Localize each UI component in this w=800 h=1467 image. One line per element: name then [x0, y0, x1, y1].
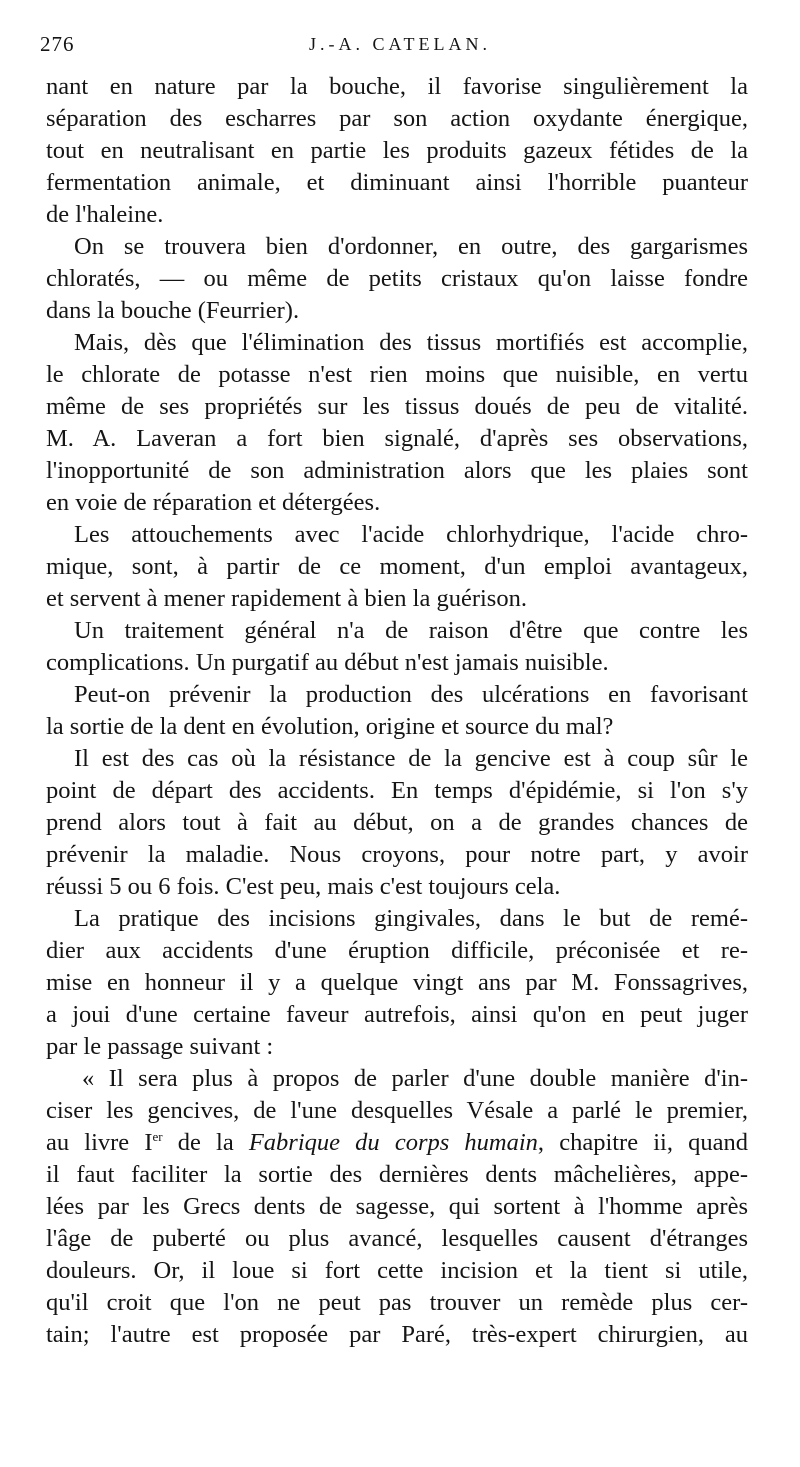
text-block-main: [46, 71, 748, 1127]
text-line: point de départ des accidents. En temps d'épidémie, si l'on s'y: [46, 777, 748, 804]
text-line: Il est des cas où la résistance de la gencive est à coup sûr le: [74, 745, 748, 772]
text-line: ciser les gencives, de l'une desquelles Vésale a parlé le premier,: [46, 1097, 748, 1124]
text-line: en voie de réparation et détergées.: [46, 489, 381, 516]
text-line: qu'il croit que l'on ne peut pas trouver un remède plus cer-: [46, 1289, 748, 1316]
text-line-fabrique: au livre Ier de la Fabrique du corps humain, chapitre ii, quand: [46, 1129, 748, 1156]
text-line: Les attouchements avec l'acide chlorhydrique, l'acide chro-: [74, 521, 748, 548]
text-line: Un traitement général n'a de raison d'être que contre les: [74, 617, 748, 644]
page-number: 276: [40, 32, 75, 56]
text-line: mique, sont, à partir de ce moment, d'un emploi avantageux,: [46, 553, 748, 580]
text-line: l'âge de puberté ou plus avancé, lesquelles causent d'étranges: [46, 1225, 748, 1252]
text-line: dier aux accidents d'une éruption difficile, préconisée et re-: [46, 937, 748, 964]
text-line: le chlorate de potasse n'est rien moins que nuisible, en vertu: [46, 361, 748, 388]
text-line: prévenir la maladie. Nous croyons, pour notre part, y avoir: [46, 841, 748, 868]
text-line: l'inopportunité de son administration alors que les plaies sont: [46, 457, 748, 484]
running-title: J.-A. CATELAN.: [309, 34, 491, 54]
text-line: Peut-on prévenir la production des ulcérations en favorisant: [74, 681, 748, 708]
text-line: par le passage suivant :: [46, 1033, 274, 1060]
text-line: séparation des escharres par son action oxydante énergique,: [46, 105, 748, 132]
text-line: douleurs. Or, il loue si fort cette incision et la tient si utile,: [46, 1257, 748, 1284]
body-text: [46, 71, 748, 1351]
text-line: complications. Un purgatif au début n'est jamais nuisible.: [46, 649, 609, 676]
text-line: On se trouvera bien d'ordonner, en outre, des gargarismes: [74, 233, 748, 260]
text-line: mise en honneur il y a quelque vingt ans par M. Fonssagrives,: [46, 969, 748, 996]
text-line: M. A. Laveran a fort bien signalé, d'après ses observations,: [46, 425, 748, 452]
text-line: même de ses propriétés sur les tissus doués de peu de vitalité.: [46, 393, 748, 420]
text-line: de l'haleine.: [46, 201, 164, 228]
text-line: tain; l'autre est proposée par Paré, très-expert chirurgien, au: [46, 1321, 748, 1348]
text-line: « Il sera plus à propos de parler d'une double manière d'in-: [82, 1065, 748, 1092]
text-line: prend alors tout à fait au début, on a de grandes chances de: [46, 809, 748, 836]
text-line: Mais, dès que l'élimination des tissus mortifiés est accomplie,: [74, 329, 748, 356]
book-title-italic: Fabrique du corps humain: [248, 1129, 538, 1156]
text-line: et servent à mener rapidement à bien la guérison.: [46, 585, 527, 612]
text-line: fermentation animale, et diminuant ainsi l'horrible puanteur: [46, 169, 748, 196]
text-line: réussi 5 ou 6 fois. C'est peu, mais c'est toujours cela.: [46, 873, 561, 900]
text-line: nant en nature par la bouche, il favorise singulièrement la: [46, 73, 748, 100]
text-block-end: [46, 1159, 748, 1351]
text-line: a joui d'une certaine faveur autrefois, ainsi qu'on en peut juger: [46, 1001, 748, 1028]
text-line: dans la bouche (Feurrier).: [46, 297, 300, 324]
text-line: il faut faciliter la sortie des dernières dents mâchelières, appe-: [46, 1161, 748, 1188]
text-line: la sortie de la dent en évolution, origine et source du mal?: [46, 713, 614, 740]
text-line: chloratés, — ou même de petits cristaux qu'on laisse fondre: [46, 265, 748, 292]
text-line: La pratique des incisions gingivales, dans le but de remé-: [74, 905, 748, 932]
running-head: [40, 32, 760, 62]
text-line: tout en neutralisant en partie les produits gazeux fétides de la: [46, 137, 748, 164]
text-line: lées par les Grecs dents de sagesse, qui sortent à l'homme après: [46, 1193, 748, 1220]
